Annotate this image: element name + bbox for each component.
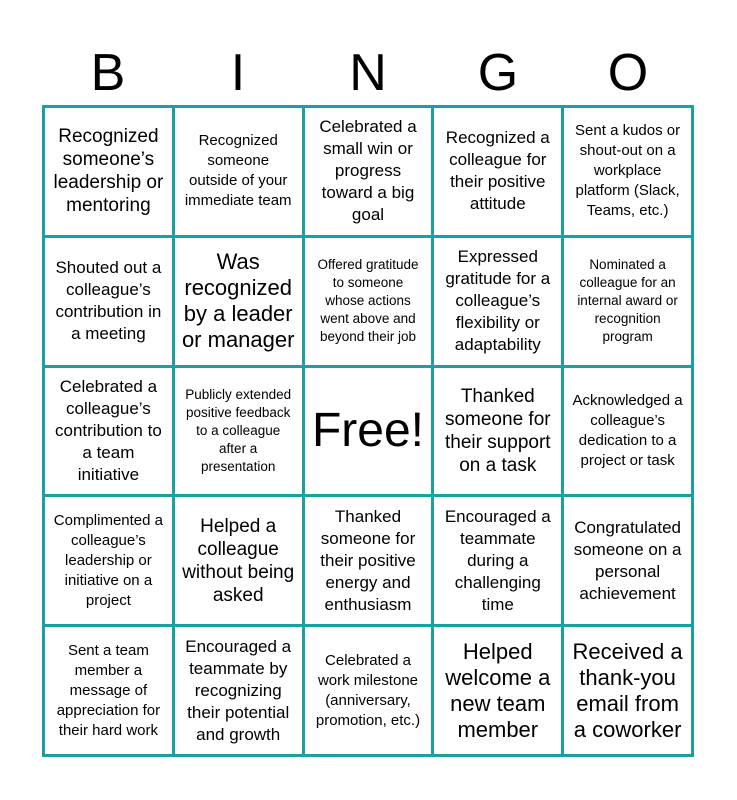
header-letter-o: O <box>607 44 649 102</box>
bingo-cell[interactable] <box>45 497 172 624</box>
bingo-cell[interactable] <box>434 238 561 365</box>
free-space-label: Free! <box>311 403 424 457</box>
bingo-cell[interactable] <box>45 238 172 365</box>
bingo-cell[interactable] <box>434 368 561 495</box>
bingo-cell-text: Publicly extended positive feedback to a colleague after a presentation <box>185 386 292 474</box>
bingo-cell-text: Helped a colleague without being asked <box>182 515 295 606</box>
bingo-cell-text: Was recognized by a leader or manager <box>181 249 295 353</box>
bingo-cell[interactable] <box>564 497 691 624</box>
bingo-cell-text: Encouraged a teammate during a challenging time <box>444 506 551 614</box>
bingo-cell-text: Complimented a colleague’s leadership or initiative on a project <box>53 511 163 609</box>
bingo-cell-text: Received a thank-you email from a coworker <box>572 638 683 742</box>
bingo-cell-text: Recognized a colleague for their positive attitude <box>445 128 550 214</box>
header-letter-g: G <box>477 44 519 102</box>
bingo-cell-text: Nominated a colleague for an internal award or recognition program <box>577 257 678 345</box>
bingo-cell-text: Acknowledged a colleague’s dedication to a project or task <box>572 391 683 469</box>
bingo-cell-text: Recognized someone’s leadership or mentoring <box>53 126 164 217</box>
bingo-cell-text: Offered gratitude to someone whose actions went above and beyond their job <box>317 257 419 345</box>
bingo-cell-text: Encouraged a teammate by recognizing their potential and growth <box>185 636 292 744</box>
bingo-cell[interactable] <box>305 108 432 235</box>
bingo-cell[interactable] <box>564 627 691 754</box>
bingo-cell[interactable] <box>175 238 302 365</box>
bingo-cell-text: Congratulated someone on a personal achievement <box>573 517 682 603</box>
bingo-cell[interactable] <box>45 108 172 235</box>
header-letter-n: N <box>349 44 387 102</box>
bingo-cell[interactable] <box>564 368 691 495</box>
bingo-cell[interactable] <box>564 238 691 365</box>
bingo-cell[interactable] <box>45 368 172 495</box>
bingo-cell-text: Sent a team member a message of appreciation for their hard work <box>56 641 161 739</box>
bingo-cell-text: Thanked someone for their support on a task <box>444 385 551 476</box>
bingo-cell-text: Sent a kudos or shout-out on a workplace platform (Slack, Teams, etc.) <box>575 122 681 220</box>
bingo-cell-text: Celebrated a work milestone (anniversary, promotion, etc.) <box>315 651 421 729</box>
bingo-cell-text: Shouted out a colleague’s contribution in a meeting <box>55 258 162 344</box>
bingo-cell[interactable] <box>175 627 302 754</box>
bingo-cell-text: Celebrated a colleague’s contribution to a team initiative <box>55 376 162 484</box>
bingo-grid <box>42 105 694 757</box>
bingo-cell[interactable] <box>564 108 691 235</box>
bingo-cell[interactable] <box>175 368 302 495</box>
bingo-cell[interactable] <box>305 497 432 624</box>
bingo-cell[interactable] <box>434 627 561 754</box>
bingo-cell[interactable] <box>305 627 432 754</box>
bingo-cell[interactable] <box>45 627 172 754</box>
bingo-cell[interactable] <box>434 108 561 235</box>
bingo-cell[interactable] <box>305 238 432 365</box>
bingo-cell[interactable] <box>434 497 561 624</box>
bingo-cell-text: Thanked someone for their positive energy and enthusiasm <box>320 506 416 614</box>
header-letter-b: B <box>90 44 126 102</box>
header-letter-i: I <box>230 44 246 102</box>
free-space-cell[interactable] <box>305 368 432 495</box>
bingo-cell[interactable] <box>175 497 302 624</box>
bingo-cell-text: Helped welcome a new team member <box>445 638 551 742</box>
bingo-cell-text: Expressed gratitude for a colleague’s flexibility or adaptability <box>445 247 551 355</box>
bingo-header <box>43 44 693 102</box>
bingo-cell-text: Celebrated a small win or progress toward a big goal <box>319 117 417 225</box>
bingo-cell-text: Recognized someone outside of your immediate team <box>184 132 292 210</box>
bingo-cell[interactable] <box>175 108 302 235</box>
